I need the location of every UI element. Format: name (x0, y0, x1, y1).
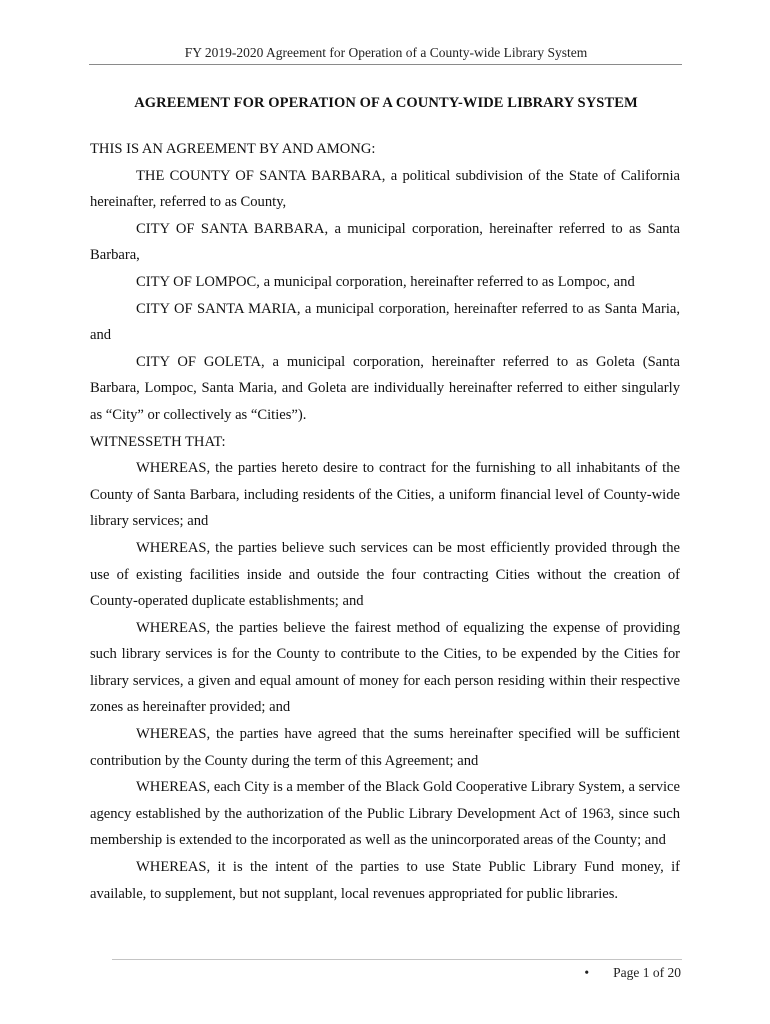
party-santa-barbara: CITY OF SANTA BARBARA, a municipal corporation, hereinafter referred to as Santa Barbara, (90, 220, 680, 264)
page-footer (584, 964, 681, 982)
party-county: THE COUNTY OF SANTA BARBARA, a political subdivision of the State of California hereinafter, referred to as County, (90, 167, 680, 211)
party-lompoc: CITY OF LOMPOC, a municipal corporation, hereinafter referred to as Lompoc, and (136, 273, 635, 290)
document-title: AGREEMENT FOR OPERATION OF A COUNTY-WIDE LIBRARY SYSTEM (134, 95, 638, 111)
bullet-icon: • (584, 965, 590, 980)
witnesseth-heading: WITNESSETH THAT: (90, 433, 226, 450)
recital-paragraph: WHEREAS, the parties believe the fairest method of equalizing the expense of providing such library services is for the County to contribute to the Cities, to be expended by the Cities for library services, a given and equal amount of money for each person residing within their respective zones as hereinafter provided; and (90, 619, 680, 716)
recital-paragraph: WHEREAS, the parties have agreed that the sums hereinafter specified will be sufficient contribution by the County during the term of this Agreement; and (90, 726, 680, 769)
party-goleta: CITY OF GOLETA, a municipal corporation, hereinafter referred to as Goleta (Santa Barbara, Lompoc, Santa Maria, and Goleta are individually hereinafter referred to either singularly as “City” or collectively as “Cities”). (90, 353, 680, 423)
footer-divider (112, 959, 682, 960)
recital-paragraph: WHEREAS, each City is a member of the Black Gold Cooperative Library System, a service agency established by the authorization of the Public Library Development Act of 1963, since such membership is extended to the incorporated as well as the unincorporated areas of the County; and (90, 779, 680, 849)
page-number: Page 1 of 20 (613, 965, 681, 980)
document-body (90, 136, 680, 907)
preamble-line: THIS IS AN AGREEMENT BY AND AMONG: (90, 141, 376, 157)
party-santa-maria: CITY OF SANTA MARIA, a municipal corporation, hereinafter referred to as Santa Maria, and (90, 300, 680, 344)
recital-paragraph: WHEREAS, the parties believe such services can be most efficiently provided through the use of existing facilities inside and outside the four contracting Cities without the creation of County-operated duplicate establishments; and (90, 539, 680, 610)
running-header: FY 2019-2020 Agreement for Operation of a County-wide Library System (184, 45, 588, 60)
recital-paragraph: WHEREAS, it is the intent of the parties to use State Public Library Fund money, if available, to supplement, but not supplant, local revenues appropriated for public libraries. (90, 859, 680, 902)
header-divider (89, 64, 682, 65)
recital-paragraph: WHEREAS, the parties hereto desire to contract for the furnishing to all inhabitants of the County of Santa Barbara, including residents of the Cities, a uniform financial level of County-wide library services; and (90, 460, 680, 530)
